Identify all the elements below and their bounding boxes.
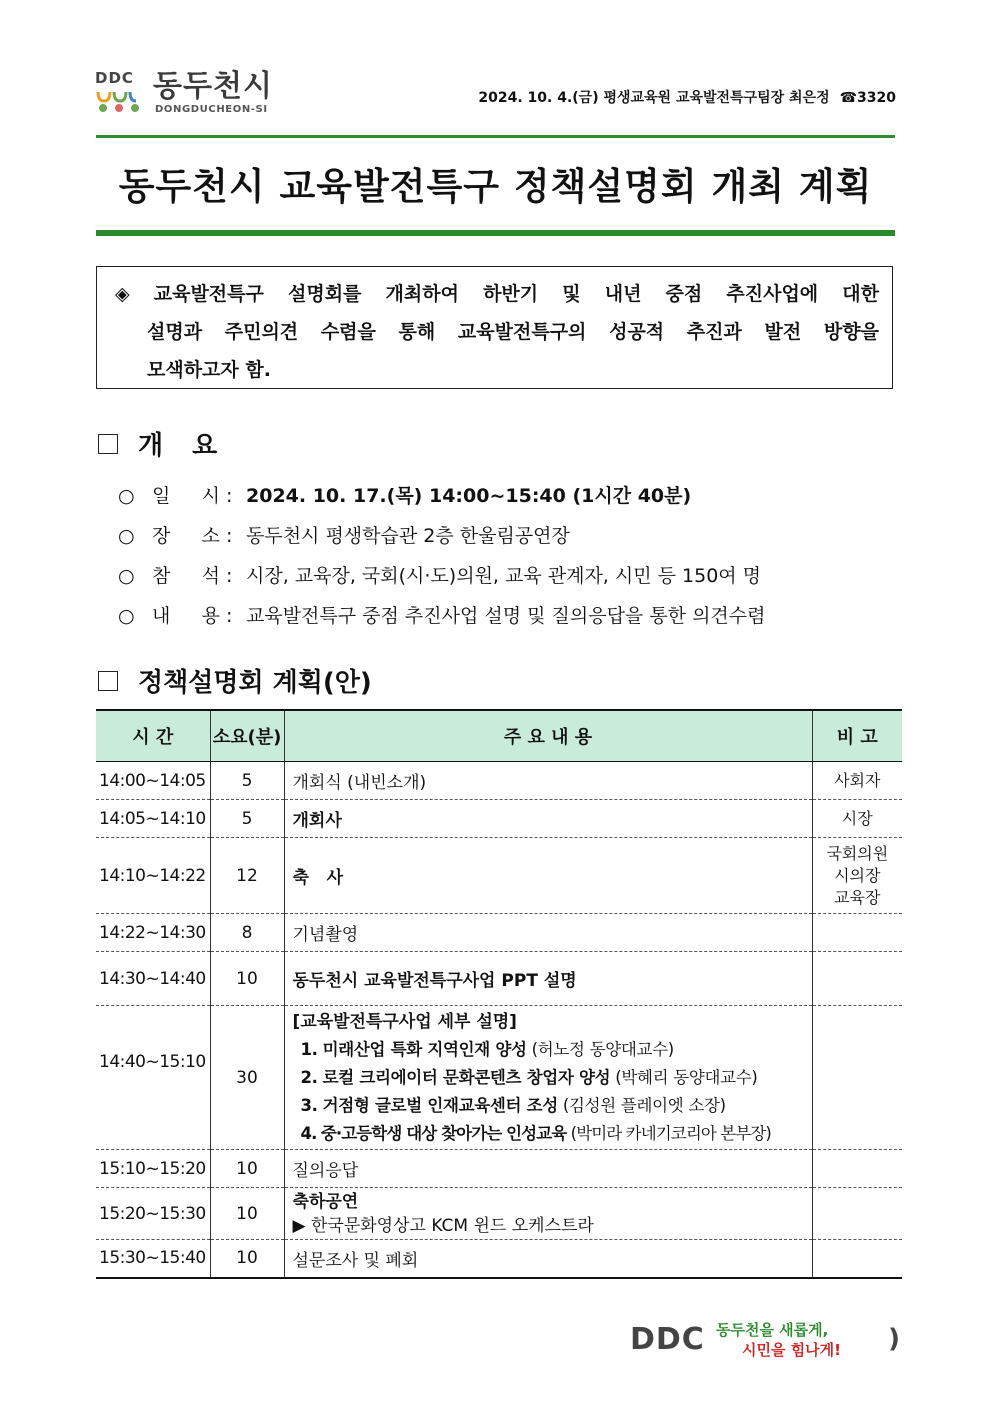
document-meta xyxy=(478,87,896,107)
overview-label: 일 시 xyxy=(152,485,220,507)
logo-letters: DDC xyxy=(95,69,134,87)
summary-text xyxy=(115,275,879,389)
footer-paren-icon: ) xyxy=(888,1324,900,1354)
overview-label: 내 용 xyxy=(152,605,220,627)
table-header-row xyxy=(96,710,902,762)
detail-item: 2. 로컬 크리에이터 문화콘텐츠 창업자 양성 (박혜리 동양대교수) xyxy=(300,1067,758,1087)
circle-bullet-icon: ○ xyxy=(118,485,135,507)
col-minutes-header: 소요(분) xyxy=(210,710,284,762)
overview-value: 교육발전특구 중점 추진사업 설명 및 질의응답을 통한 의견수렴 xyxy=(246,605,766,627)
note-stack: 국회의원 시의장 교육장 xyxy=(812,838,902,914)
overview-item xyxy=(118,476,765,516)
overview-label: 참 석 xyxy=(152,565,220,587)
circle-bullet-icon: ○ xyxy=(118,525,135,547)
colon: : xyxy=(226,525,233,547)
table-row: 14:30~14:40 10 동두천시 교육발전특구사업 PPT 설명 xyxy=(96,952,902,1006)
plan-heading xyxy=(98,662,372,699)
footer-letters: DDC xyxy=(630,1322,705,1357)
overview-value: 시장, 교육장, 국회(시·도)의원, 교육 관계자, 시민 등 150여 명 xyxy=(246,565,762,587)
top-divider xyxy=(96,135,895,138)
plan-heading-text: 정책설명회 계획(안) xyxy=(138,668,372,698)
table-row: 15:20~15:30 10 축하공연 ▶ 한국문화영상고 KCM 윈드 오케스트라 xyxy=(96,1188,902,1240)
colon: : xyxy=(226,565,233,587)
overview-heading xyxy=(98,425,227,462)
detail-item: 1. 미래산업 특화 지역인재 양성 (허노정 동양대교수) xyxy=(300,1039,674,1059)
circle-bullet-icon: ○ xyxy=(118,565,135,587)
summary-box xyxy=(96,266,893,389)
table-row: 14:05~14:10 5 개회사 시장 xyxy=(96,800,902,838)
schedule-table xyxy=(96,709,902,1279)
performance-cell: 축하공연 ▶ 한국문화영상고 KCM 윈드 오케스트라 xyxy=(284,1188,812,1240)
col-content-header: 주 요 내 용 xyxy=(284,710,812,762)
overview-list xyxy=(118,476,765,636)
footer-slogan-logo xyxy=(630,1318,900,1364)
overview-item xyxy=(118,516,765,556)
summary-line-1: ◈ 교육발전특구 설명회를 개최하여 하반기 및 내년 중점 추진사업에 대한 xyxy=(115,283,879,305)
meta-text: 2024. 10. 4.(금) 평생교육원 교육발전특구팀장 최은정 xyxy=(478,90,830,106)
checkbox-square-icon xyxy=(98,434,118,454)
overview-item xyxy=(118,556,765,596)
table-row: 15:30~15:40 10 설문조사 및 폐회 xyxy=(96,1240,902,1278)
city-logo xyxy=(95,70,285,120)
table-row: 14:10~14:22 12 축 사 국회의원 시의장 교육장 xyxy=(96,838,902,914)
overview-heading-text: 개 요 xyxy=(138,431,228,461)
summary-line-3: 모색하고자 함. xyxy=(147,359,271,381)
page-title: 동두천시 교육발전특구 정책설명회 개최 계획 xyxy=(118,165,873,208)
overview-value: 2024. 10. 17.(목) 14:00~15:40 (1시간 40분) xyxy=(246,485,692,507)
summary-line-2: 설명과 주민의견 수렴을 통해 교육발전특구의 성공적 추진과 발전 방향을 xyxy=(147,321,879,343)
checkbox-square-icon xyxy=(98,671,118,691)
colon: : xyxy=(226,485,233,507)
detail-cell: [교육발전특구사업 세부 설명] 1. 미래산업 특화 지역인재 양성 (허노정 동양대교수) 2. 로컬 크리에이터 문화콘텐츠 창업자 양성 (박혜리 동양대교수) 3. 거점형 글로벌 인재교육센터 조성 (김성원 플레이엣 소장) 4. 중·고등학생 대상 찾아가는 인성교육 (박미라 카네기코리아 본부장) xyxy=(284,1006,812,1150)
table-row: 14:40~15:10 30 [교육발전특구사업 세부 설명] 1. 미래산업 특화 지역인재 양성 (허노정 동양대교수) 2. 로컬 크리에이터 문화콘텐츠 창업자 양성 (박혜리 동양대교수) 3. 거점형 글로벌 인재교육센터 조성 (김성원 플레이엣 소장) 4. 중·고등학생 대상 찾아가는 인성교육 (박미라 카네기코리아 본부장) xyxy=(96,1006,902,1150)
table-row: 14:22~14:30 8 기념촬영 xyxy=(96,914,902,952)
table-row: 14:00~14:05 5 개회식 (내빈소개) 사회자 xyxy=(96,762,902,800)
colon: : xyxy=(226,605,233,627)
overview-value: 동두천시 평생학습관 2층 한울림공연장 xyxy=(246,525,570,547)
col-time-header: 시 간 xyxy=(96,710,210,762)
table-row: 15:10~15:20 10 질의응답 xyxy=(96,1150,902,1188)
detail-item: 3. 거점형 글로벌 인재교육센터 조성 (김성원 플레이엣 소장) xyxy=(300,1095,726,1115)
logo-mark-icon xyxy=(95,88,141,114)
title-divider xyxy=(96,230,895,236)
logo-english: DONGDUCHEON-SI xyxy=(155,104,268,115)
detail-item: 4. 중·고등학생 대상 찾아가는 인성교육 (박미라 카네기코리아 본부장) xyxy=(300,1123,771,1143)
footer-slogan: 동두천을 새롭게, 시민을 힘나게! xyxy=(716,1321,842,1359)
overview-label: 장 소 xyxy=(152,525,220,547)
logo-name: 동두천시 xyxy=(153,69,273,104)
phone-extension: ☎3320 xyxy=(839,90,896,106)
diamond-bullet-icon: ◈ xyxy=(115,283,130,305)
col-note-header: 비 고 xyxy=(812,710,902,762)
overview-item xyxy=(118,596,765,636)
circle-bullet-icon: ○ xyxy=(118,605,135,627)
